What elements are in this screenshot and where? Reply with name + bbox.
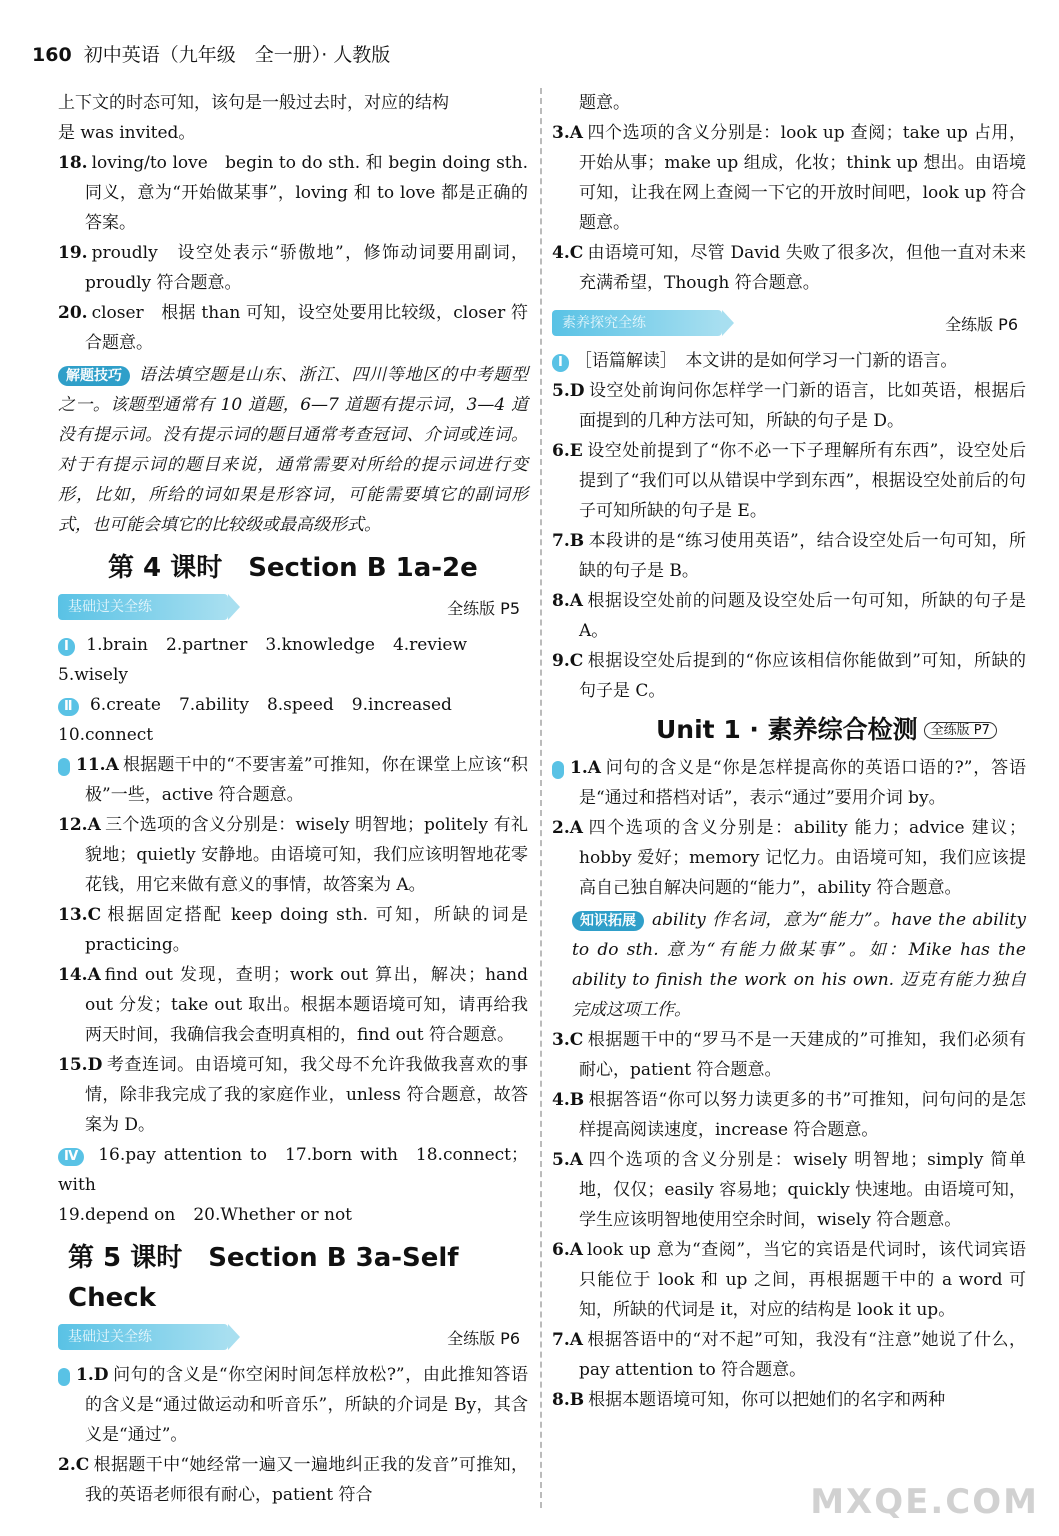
roman-badge: Ⅰ bbox=[552, 761, 564, 779]
answer-item: 4.B 根据答语“你可以努力读更多的书”可推知，问句问的是怎样提高阅读速度，increase 符合题意。 bbox=[552, 1090, 1026, 1140]
reading-intro: Ⅰ ［语篇解读］ 本文讲的是如何学习一门新的语言。 bbox=[552, 346, 1026, 376]
page-header bbox=[32, 40, 390, 67]
left-column bbox=[37, 88, 529, 1510]
answer-item: 19. proudly 设空处表示“骄傲地”，修饰动词要用副词，proudly 符合题意。 bbox=[58, 243, 528, 293]
roman-badge: Ⅲ bbox=[58, 758, 70, 776]
answer-item: 3.A 四个选项的含义分别是：look up 查阅；take up 占用，开始从事；make up 组成，化妆；think up 想出。由语境可知，让我在网上查阅一下它的开放时间吧，look up 符合题意。 bbox=[552, 123, 1026, 233]
section-banner: 基础过关全练 bbox=[58, 1324, 228, 1350]
answer-item: 3.C 根据题干中的“罗马不是一天建成的”可推知，我们必须有耐心，patient 符合题意。 bbox=[552, 1030, 1026, 1080]
answer-item: 18. loving/to love begin to do sth. 和 begin doing sth. 同义，意为“开始做某事”，loving 和 to love 都是正确的答案。 bbox=[58, 153, 528, 233]
answer-item: 7.A 根据答语中的“对不起”可知，我没有“注意”她说了什么，pay attention to 符合题意。 bbox=[552, 1330, 1026, 1380]
watermark: MXQE.COM bbox=[810, 1482, 1039, 1522]
answer-item: 13.C 根据固定搭配 keep doing sth. 可知，所缺的词是 practicing。 bbox=[58, 905, 528, 955]
page-ref: 全练版 P5 bbox=[447, 599, 520, 618]
answer-item: 8.A 根据设空处前的问题及设空处后一句可知，所缺的句子是 A。 bbox=[552, 591, 1026, 641]
page-ref: 全练版 P7 bbox=[924, 722, 997, 739]
answer-group: 5.wisely bbox=[58, 665, 129, 685]
continuation-line: 是 was invited。 bbox=[58, 123, 196, 143]
answer-item: Ⅰ 1.D 问句的含义是“你空闲时间怎样放松?”，由此推知答语的含义是“通过做运动和听音乐”，所缺的介词是 By，其含义是“通过”。 bbox=[37, 1365, 528, 1445]
lesson-title: 第 4 课时 Section B 1a-2e bbox=[108, 553, 478, 583]
unit-title: Unit 1 · 素养综合检测 全练版 P7 bbox=[656, 710, 1026, 751]
answer-group: Ⅱ 6.create 7.ability 8.speed 9.increased bbox=[58, 690, 528, 720]
roman-badge: Ⅰ bbox=[58, 638, 75, 656]
answer-item: 4.C 由语境可知，尽管 David 失败了很多次，但他一直对未来充满希望，Though 符合题意。 bbox=[552, 243, 1026, 293]
page-number: 160 bbox=[32, 44, 72, 66]
answer-item: 2.A 四个选项的含义分别是：ability 能力；advice 建议；hobby 爱好；memory 记忆力。由语境可知，我们应该提高自己独自解决问题的“能力”，ability 符合题意。 bbox=[552, 818, 1026, 898]
roman-badge: Ⅳ bbox=[58, 1148, 84, 1166]
continuation-line: 题意。 bbox=[579, 93, 630, 113]
answer-item: 20. closer 根据 than 可知，设空处要用比较级，closer 符合题意。 bbox=[58, 303, 528, 353]
section-banner: 素养探究全练 bbox=[552, 310, 722, 336]
tip-tag: 知识拓展 bbox=[572, 911, 644, 931]
right-column bbox=[531, 88, 1026, 1415]
page-ref: 全练版 P6 bbox=[447, 1329, 520, 1348]
answer-item: 9.C 根据设空处后提到的“你应该相信你能做到”可知，所缺的句子是 C。 bbox=[552, 651, 1026, 701]
answer-group: Ⅰ 1.brain 2.partner 3.knowledge 4.review bbox=[58, 630, 528, 660]
roman-badge: Ⅰ bbox=[552, 354, 569, 372]
lesson-title: 第 5 课时 Section B 3a-Self Check bbox=[68, 1243, 459, 1313]
tip-tag: 解题技巧 bbox=[58, 366, 130, 386]
book-title: 初中英语（九年级 全一册）· 人教版 bbox=[83, 44, 391, 66]
answer-item: 8.B 根据本题语境可知，你可以把她们的名字和两种 bbox=[552, 1390, 946, 1410]
roman-badge: Ⅱ bbox=[58, 698, 79, 716]
section-banner-row bbox=[552, 308, 1026, 340]
answer-item: 7.B 本段讲的是“练习使用英语”，结合设空处后一句可知，所缺的句子是 B。 bbox=[552, 531, 1026, 581]
continuation-line: 上下文的时态可知，该句是一般过去时，对应的结构 bbox=[58, 93, 449, 113]
roman-badge: Ⅰ bbox=[58, 1368, 70, 1386]
tip-box: 知识拓展 ability 作名词，意为“能力”。have the ability to do sth. 意为“有能力做某事”。如：Mike has the ability to finish the work on his own. 迈克有能力独自完成这项工作。 bbox=[572, 910, 1026, 1020]
answer-item: Ⅲ 11.A 根据题干中的“不要害羞”可推知，你在课堂上应该“积极”一些，active 符合题意。 bbox=[37, 755, 528, 805]
section-banner: 基础过关全练 bbox=[58, 594, 228, 620]
section-banner-row bbox=[58, 592, 528, 624]
answer-item: 2.C 根据题干中“她经常一遍又一遍地纠正我的发音”可推知，我的英语老师很有耐心，patient 符合 bbox=[58, 1455, 528, 1505]
column-divider bbox=[540, 88, 542, 1508]
answer-group: 10.connect bbox=[58, 725, 154, 745]
answer-group: Ⅳ 16.pay attention to 17.born with 18.connect；with bbox=[58, 1145, 529, 1195]
answer-item: 6.A look up 意为“查阅”，当它的宾语是代词时，该代词宾语只能位于 look 和 up 之间，再根据题干中的 a word 可知，所缺的代词是 it，对应的结构是 look it up。 bbox=[552, 1240, 1026, 1320]
answer-item: 15.D 考查连词。由语境可知，我父母不允许我做我喜欢的事情，除非我完成了我的家庭作业，unless 符合题意，故答案为 D。 bbox=[58, 1055, 528, 1135]
answer-item: 6.E 设空处前提到了“你不必一下子理解所有东西”，设空处后提到了“我们可以从错误中学到东西”，根据设空处前后的句子可知所缺的句子是 E。 bbox=[552, 441, 1026, 521]
page-ref: 全练版 P6 bbox=[945, 315, 1018, 334]
section-banner-row bbox=[58, 1322, 528, 1354]
answer-item: 14.A find out 发现，查明；work out 算出，解决；hand out 分发；take out 取出。根据本题语境可知，请再给我两天时间，我确信我会查明真相的，find out 符合题意。 bbox=[58, 965, 528, 1045]
answer-item: Ⅰ 1.A 问句的含义是“你是怎样提高你的英语口语的?”，答语是“通过和搭档对话”，表示“通过”要用介词 by。 bbox=[531, 758, 1026, 808]
answer-group: 19.depend on 20.Whether or not bbox=[58, 1205, 353, 1225]
answer-item: 5.D 设空处前询问你怎样学一门新的语言，比如英语，根据后面提到的几种方法可知，所缺的句子是 D。 bbox=[552, 381, 1026, 431]
tip-box: 解题技巧 语法填空题是山东、浙江、四川等地区的中考题型之一。该题型通常有 10 道题，6—7 道题有提示词，3—4 道没有提示词。没有提示词的题目通常考查冠词、介词或连词。对于有提示词的题目来说，通常需要对所给的提示词进行变形，比如，所给的词如果是形容词，可能需要填它的副词形式，也可能会填它的比较级或最高级形式。 bbox=[58, 365, 528, 535]
answer-item: 12.A 三个选项的含义分别是：wisely 明智地；politely 有礼貌地；quietly 安静地。由语境可知，我们应该明智地花零花钱，用它来做有意义的事情，故答案为 A。 bbox=[58, 815, 528, 895]
answer-item: 5.A 四个选项的含义分别是：wisely 明智地；simply 简单地，仅仅；easily 容易地；quickly 快速地。由语境可知，学生应该明智地使用空余时间，wisely 符合题意。 bbox=[552, 1150, 1026, 1230]
